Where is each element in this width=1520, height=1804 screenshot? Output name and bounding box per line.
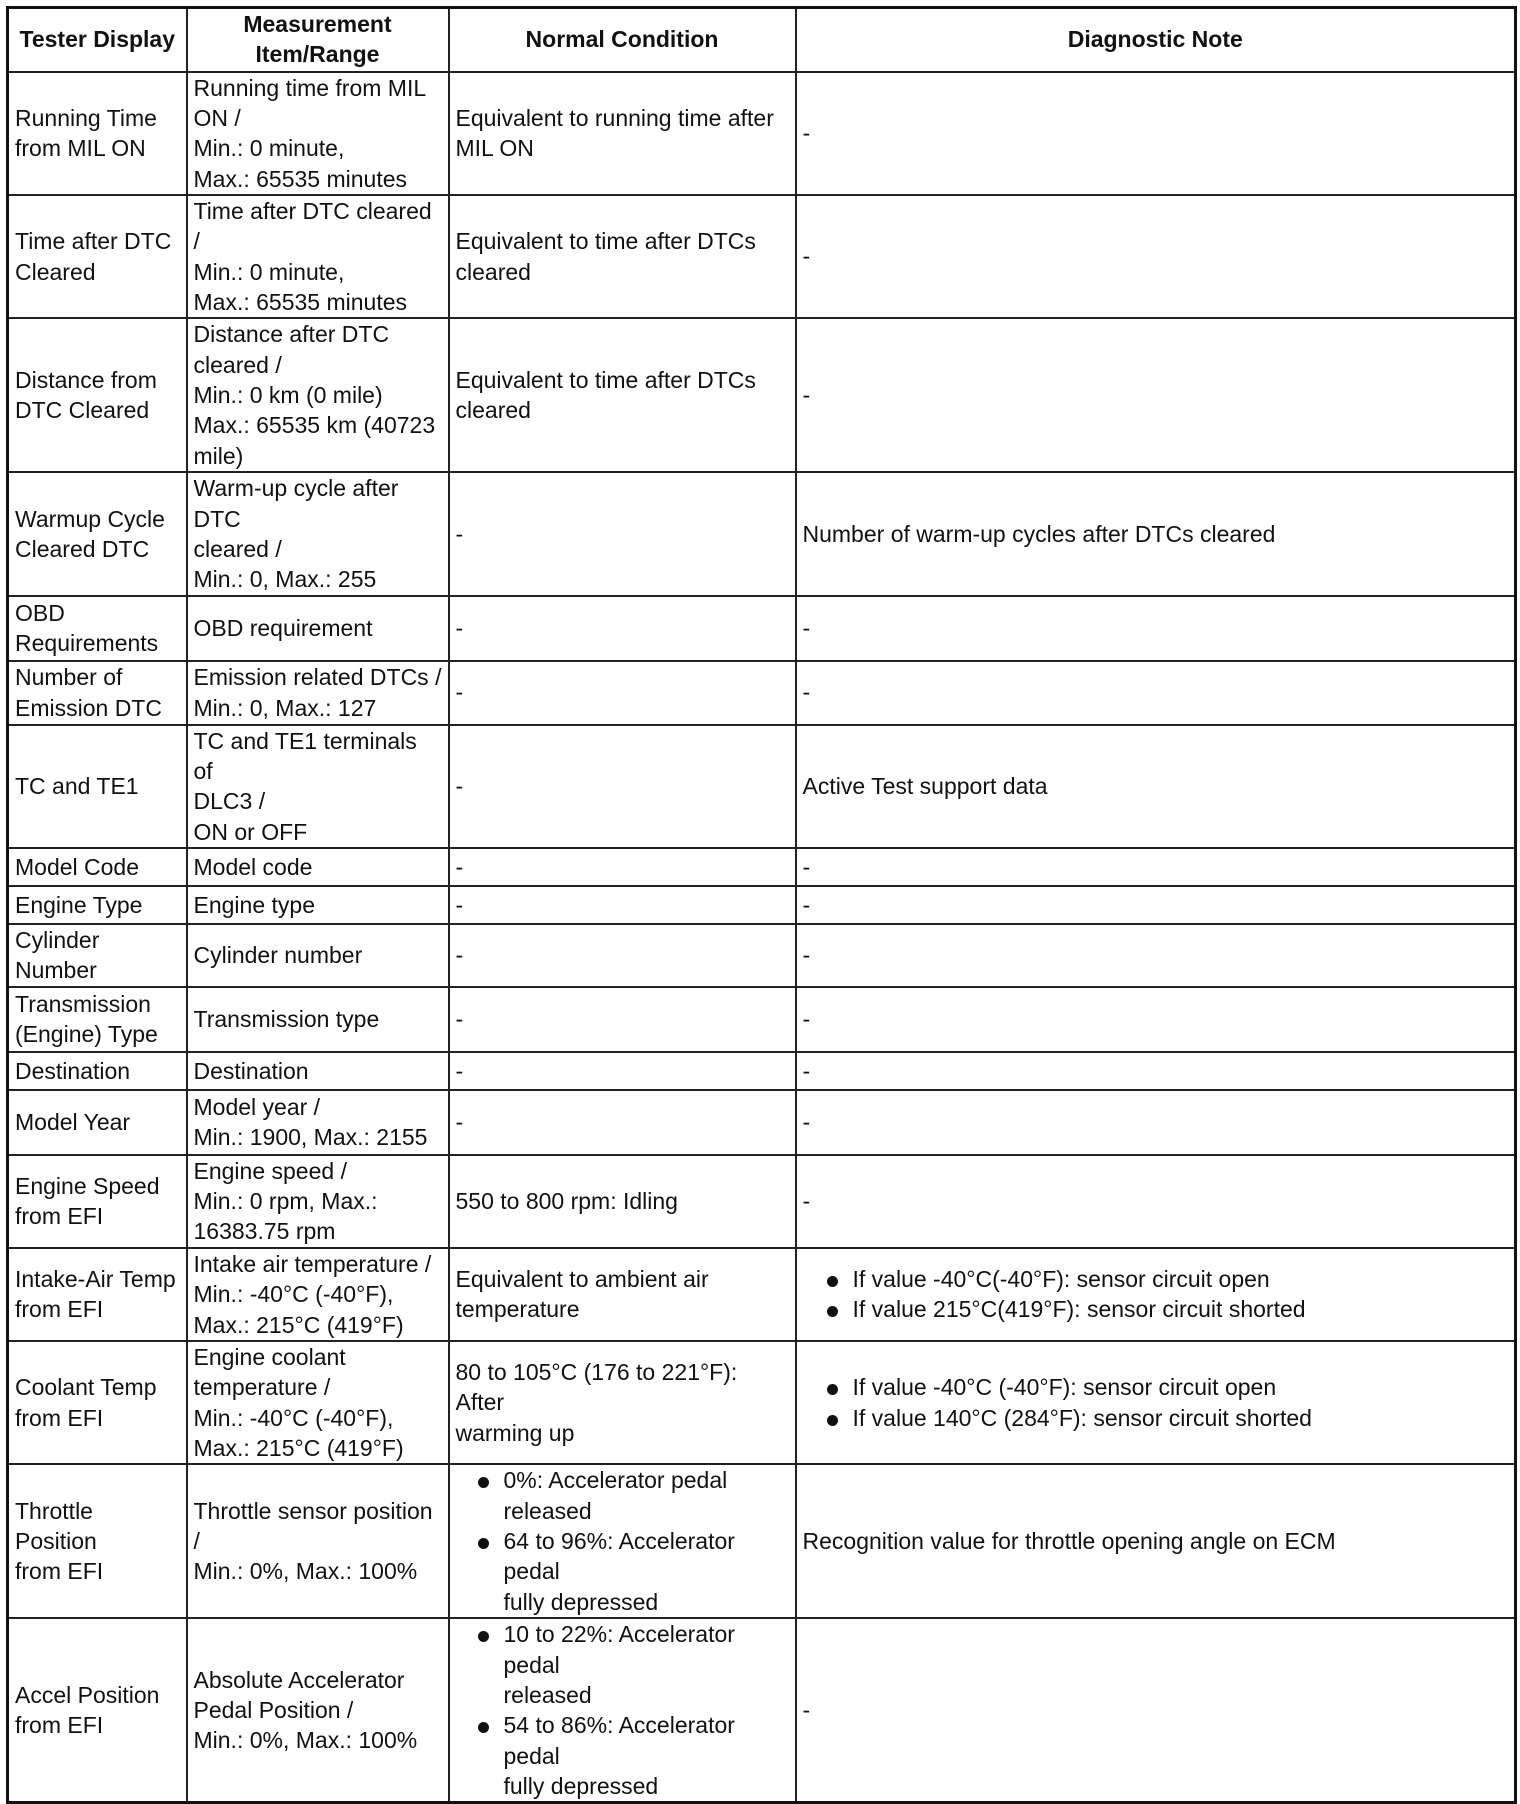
cell-measurement-range: Model year / Min.: 1900, Max.: 2155 (187, 1090, 449, 1155)
cell-measurement-range: Warm-up cycle after DTC cleared / Min.: 0, Max.: 255 (187, 472, 449, 595)
cell-tester-display: Number of Emission DTC (8, 661, 187, 725)
cell-tester-display: Engine Type (8, 886, 187, 924)
cell-tester-display: Engine Speed from EFI (8, 1155, 187, 1248)
bullet-item (803, 1294, 1509, 1324)
cell-measurement-range: Emission related DTCs / Min.: 0, Max.: 127 (187, 661, 449, 725)
cell-normal-condition: - (449, 987, 796, 1052)
cell-normal-condition: Equivalent to running time after MIL ON (449, 72, 796, 195)
bullet-text: 54 to 86%: Accelerator pedal fully depressed (503, 1712, 735, 1799)
bullet-item (803, 1403, 1509, 1433)
table-row (8, 1618, 1516, 1803)
cell-tester-display: TC and TE1 (8, 725, 187, 848)
cell-measurement-range: Time after DTC cleared / Min.: 0 minute, Max.: 65535 minutes (187, 195, 449, 318)
table-row (8, 72, 1516, 195)
bullet-item (803, 1264, 1509, 1294)
cell-tester-display: Running Time from MIL ON (8, 72, 187, 195)
bullet-icon (827, 1415, 838, 1426)
cell-measurement-range: Running time from MIL ON / Min.: 0 minute, Max.: 65535 minutes (187, 72, 449, 195)
table-row (8, 661, 1516, 725)
bullet-item (456, 1465, 789, 1526)
bullet-item (803, 1372, 1509, 1402)
table-row (8, 596, 1516, 661)
cell-normal-condition: Equivalent to time after DTCs cleared (449, 195, 796, 318)
cell-measurement-range: Distance after DTC cleared / Min.: 0 km (0 mile) Max.: 65535 km (40723 mile) (187, 318, 449, 472)
table-row (8, 1052, 1516, 1090)
bullet-text: If value 215°C(419°F): sensor circuit shorted (852, 1296, 1306, 1323)
cell-normal-condition: - (449, 924, 796, 987)
cell-measurement-range: Engine coolant temperature / Min.: -40°C (-40°F), Max.: 215°C (419°F) (187, 1341, 449, 1464)
table-row (8, 195, 1516, 318)
cell-normal-condition: Equivalent to time after DTCs cleared (449, 318, 796, 472)
cell-measurement-range: Destination (187, 1052, 449, 1090)
table-row (8, 1155, 1516, 1248)
bullet-icon (478, 1538, 489, 1549)
bullet-list (803, 1372, 1509, 1433)
header-normal-condition: Normal Condition (449, 8, 796, 72)
cell-normal-condition: 550 to 800 rpm: Idling (449, 1155, 796, 1248)
cell-measurement-range: Intake air temperature / Min.: -40°C (-40°F), Max.: 215°C (419°F) (187, 1248, 449, 1341)
table-row (8, 318, 1516, 472)
cell-tester-display: Destination (8, 1052, 187, 1090)
cell-measurement-range: Throttle sensor position / Min.: 0%, Max.: 100% (187, 1464, 449, 1618)
cell-measurement-range: Engine speed / Min.: 0 rpm, Max.: 16383.75 rpm (187, 1155, 449, 1248)
table-row (8, 924, 1516, 987)
bullet-icon (478, 1722, 489, 1733)
bullet-text: 0%: Accelerator pedal released (503, 1467, 728, 1524)
cell-normal-condition (449, 1618, 796, 1803)
cell-normal-condition: - (449, 472, 796, 595)
bullet-icon (827, 1384, 838, 1395)
cell-diagnostic-note: - (796, 72, 1516, 195)
cell-tester-display: Model Year (8, 1090, 187, 1155)
bullet-item (456, 1619, 789, 1710)
cell-diagnostic-note: - (796, 1155, 1516, 1248)
cell-tester-display: Time after DTC Cleared (8, 195, 187, 318)
cell-tester-display: OBD Requirements (8, 596, 187, 661)
cell-diagnostic-note: - (796, 1618, 1516, 1803)
bullet-item (456, 1710, 789, 1801)
cell-normal-condition: - (449, 1090, 796, 1155)
header-measurement-item-range: Measurement Item/Range (187, 8, 449, 72)
bullet-icon (478, 1631, 489, 1642)
cell-normal-condition: 80 to 105°C (176 to 221°F): After warming up (449, 1341, 796, 1464)
cell-diagnostic-note: Number of warm-up cycles after DTCs cleared (796, 472, 1516, 595)
bullet-icon (478, 1477, 489, 1488)
cell-measurement-range: Transmission type (187, 987, 449, 1052)
cell-tester-display: Coolant Temp from EFI (8, 1341, 187, 1464)
cell-measurement-range: Cylinder number (187, 924, 449, 987)
table-row (8, 1464, 1516, 1618)
cell-tester-display: Warmup Cycle Cleared DTC (8, 472, 187, 595)
cell-normal-condition: - (449, 725, 796, 848)
cell-diagnostic-note (796, 1341, 1516, 1464)
bullet-text: 64 to 96%: Accelerator pedal fully depressed (503, 1528, 735, 1615)
cell-measurement-range: OBD requirement (187, 596, 449, 661)
cell-normal-condition: - (449, 596, 796, 661)
table-row (8, 1090, 1516, 1155)
table-row (8, 848, 1516, 886)
cell-normal-condition: Equivalent to ambient air temperature (449, 1248, 796, 1341)
cell-normal-condition: - (449, 661, 796, 725)
cell-diagnostic-note: - (796, 1090, 1516, 1155)
cell-normal-condition: - (449, 886, 796, 924)
data-list-table (6, 6, 1517, 1804)
bullet-icon (827, 1276, 838, 1287)
cell-diagnostic-note: - (796, 924, 1516, 987)
cell-diagnostic-note: - (796, 596, 1516, 661)
cell-normal-condition: - (449, 848, 796, 886)
table-row (8, 886, 1516, 924)
bullet-icon (827, 1306, 838, 1317)
cell-diagnostic-note: - (796, 987, 1516, 1052)
table-row (8, 1341, 1516, 1464)
bullet-item (456, 1526, 789, 1617)
cell-tester-display: Throttle Position from EFI (8, 1464, 187, 1618)
header-tester-display: Tester Display (8, 8, 187, 72)
cell-tester-display: Model Code (8, 848, 187, 886)
cell-measurement-range: TC and TE1 terminals of DLC3 / ON or OFF (187, 725, 449, 848)
cell-diagnostic-note (796, 1248, 1516, 1341)
cell-tester-display: Intake-Air Temp from EFI (8, 1248, 187, 1341)
cell-normal-condition: - (449, 1052, 796, 1090)
bullet-text: If value -40°C (-40°F): sensor circuit open (852, 1374, 1277, 1401)
cell-measurement-range: Absolute Accelerator Pedal Position / Min.: 0%, Max.: 100% (187, 1618, 449, 1803)
bullet-text: If value 140°C (284°F): sensor circuit shorted (852, 1404, 1312, 1431)
cell-diagnostic-note: - (796, 318, 1516, 472)
bullet-list (456, 1465, 789, 1617)
table-row (8, 987, 1516, 1052)
cell-diagnostic-note: - (796, 195, 1516, 318)
cell-measurement-range: Model code (187, 848, 449, 886)
table-row (8, 725, 1516, 848)
cell-diagnostic-note: Active Test support data (796, 725, 1516, 848)
cell-tester-display: Cylinder Number (8, 924, 187, 987)
cell-diagnostic-note: - (796, 661, 1516, 725)
bullet-list (803, 1264, 1509, 1325)
bullet-text: 10 to 22%: Accelerator pedal released (503, 1621, 735, 1708)
table-row (8, 472, 1516, 595)
cell-tester-display: Accel Position from EFI (8, 1618, 187, 1803)
cell-diagnostic-note: - (796, 848, 1516, 886)
cell-tester-display: Transmission (Engine) Type (8, 987, 187, 1052)
cell-tester-display: Distance from DTC Cleared (8, 318, 187, 472)
cell-measurement-range: Engine type (187, 886, 449, 924)
bullet-list (456, 1619, 789, 1801)
cell-diagnostic-note: - (796, 1052, 1516, 1090)
header-diagnostic-note: Diagnostic Note (796, 8, 1516, 72)
bullet-text: If value -40°C(-40°F): sensor circuit open (852, 1266, 1270, 1293)
cell-normal-condition (449, 1464, 796, 1618)
header-row (8, 8, 1516, 72)
cell-diagnostic-note: Recognition value for throttle opening angle on ECM (796, 1464, 1516, 1618)
cell-diagnostic-note: - (796, 886, 1516, 924)
table-row (8, 1248, 1516, 1341)
